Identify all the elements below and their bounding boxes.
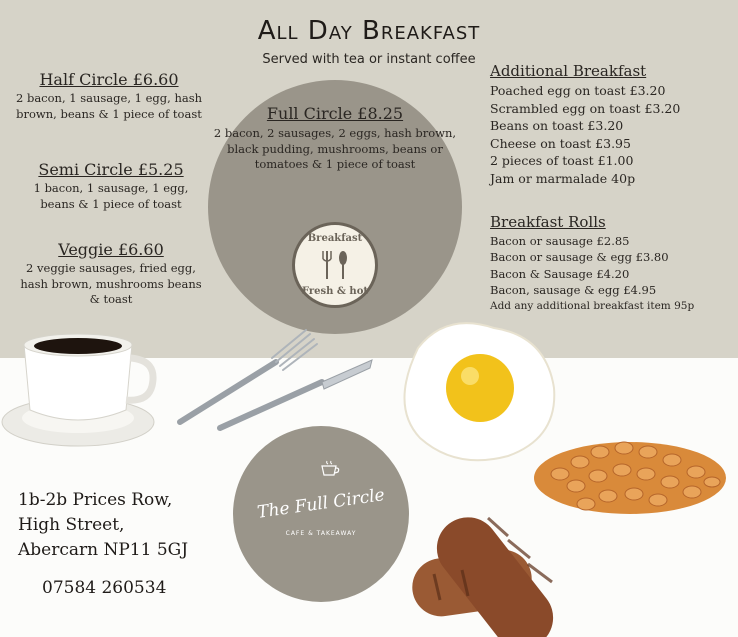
roll-item: Bacon & Sausage £4.20 <box>490 266 630 281</box>
breakfast-badge <box>292 222 378 308</box>
additional-item: Beans on toast £3.20 <box>490 118 624 133</box>
roll-item: Bacon or sausage £2.85 <box>490 234 630 248</box>
page-title: All Day Breakfast <box>257 16 481 46</box>
cafe-logo-subtitle: CAFE & TAKEAWAY <box>285 530 357 537</box>
address-block <box>18 488 218 563</box>
additional-item: Poached egg on toast £3.20 <box>490 83 666 98</box>
additional-breakfast-section <box>490 62 730 187</box>
veggie-item <box>16 240 206 308</box>
roll-item: Bacon or sausage & egg £3.80 <box>490 250 669 265</box>
additional-breakfast-heading: Additional Breakfast <box>490 62 647 80</box>
page-subtitle: Served with tea or instant coffee <box>262 52 476 67</box>
additional-item: Jam or marmalade 40p <box>490 170 636 186</box>
address-line: 1b-2b Prices Row, <box>18 490 173 510</box>
half-circle-description: 2 bacon, 1 sausage, 1 egg, hash brown, beans & 1 piece of toast <box>15 91 203 121</box>
phone-number: 07584 260534 <box>42 578 167 598</box>
address-line: Abercarn NP11 5GJ <box>18 540 189 560</box>
coffee-cup-icon <box>0 318 170 458</box>
full-circle-description: 2 bacon, 2 sausages, 2 eggs, hash brown, black pudding, mushrooms, beans or tomatoes & 1 piece of toast <box>213 126 457 171</box>
fork-knife-icon <box>172 326 382 436</box>
roll-item: Bacon, sausage & egg £4.95 <box>490 282 657 297</box>
veggie-description: 2 veggie sausages, fried egg, hash brown, mushrooms beans & toast <box>20 261 202 306</box>
full-circle-item <box>212 104 458 173</box>
additional-item: Cheese on toast £3.95 <box>490 135 631 151</box>
half-circle-heading: Half Circle £6.60 <box>39 70 179 89</box>
badge-bottom-text: Fresh & hot <box>301 286 368 297</box>
address-line: High Street, <box>18 515 125 535</box>
full-circle-heading: Full Circle £8.25 <box>266 104 404 123</box>
cutlery-badge-icon <box>317 247 353 283</box>
badge-top-text: Breakfast <box>307 233 363 244</box>
additional-item: 2 pieces of toast £1.00 <box>490 153 634 168</box>
roll-item: Add any additional breakfast item 95p <box>490 300 695 313</box>
breakfast-rolls-heading: Breakfast Rolls <box>490 213 606 231</box>
sausages-icon <box>404 478 620 637</box>
half-circle-item <box>14 70 204 122</box>
veggie-heading: Veggie £6.60 <box>58 240 164 259</box>
logo-cup-icon <box>320 460 342 478</box>
breakfast-rolls-section <box>490 213 734 314</box>
semi-circle-description: 1 bacon, 1 sausage, 1 egg, beans & 1 piece of toast <box>33 181 189 211</box>
semi-circle-item <box>22 160 200 212</box>
semi-circle-heading: Semi Circle £5.25 <box>38 160 184 179</box>
cafe-logo-name: The Full Circle <box>256 485 386 523</box>
additional-item: Scrambled egg on toast £3.20 <box>490 100 681 116</box>
